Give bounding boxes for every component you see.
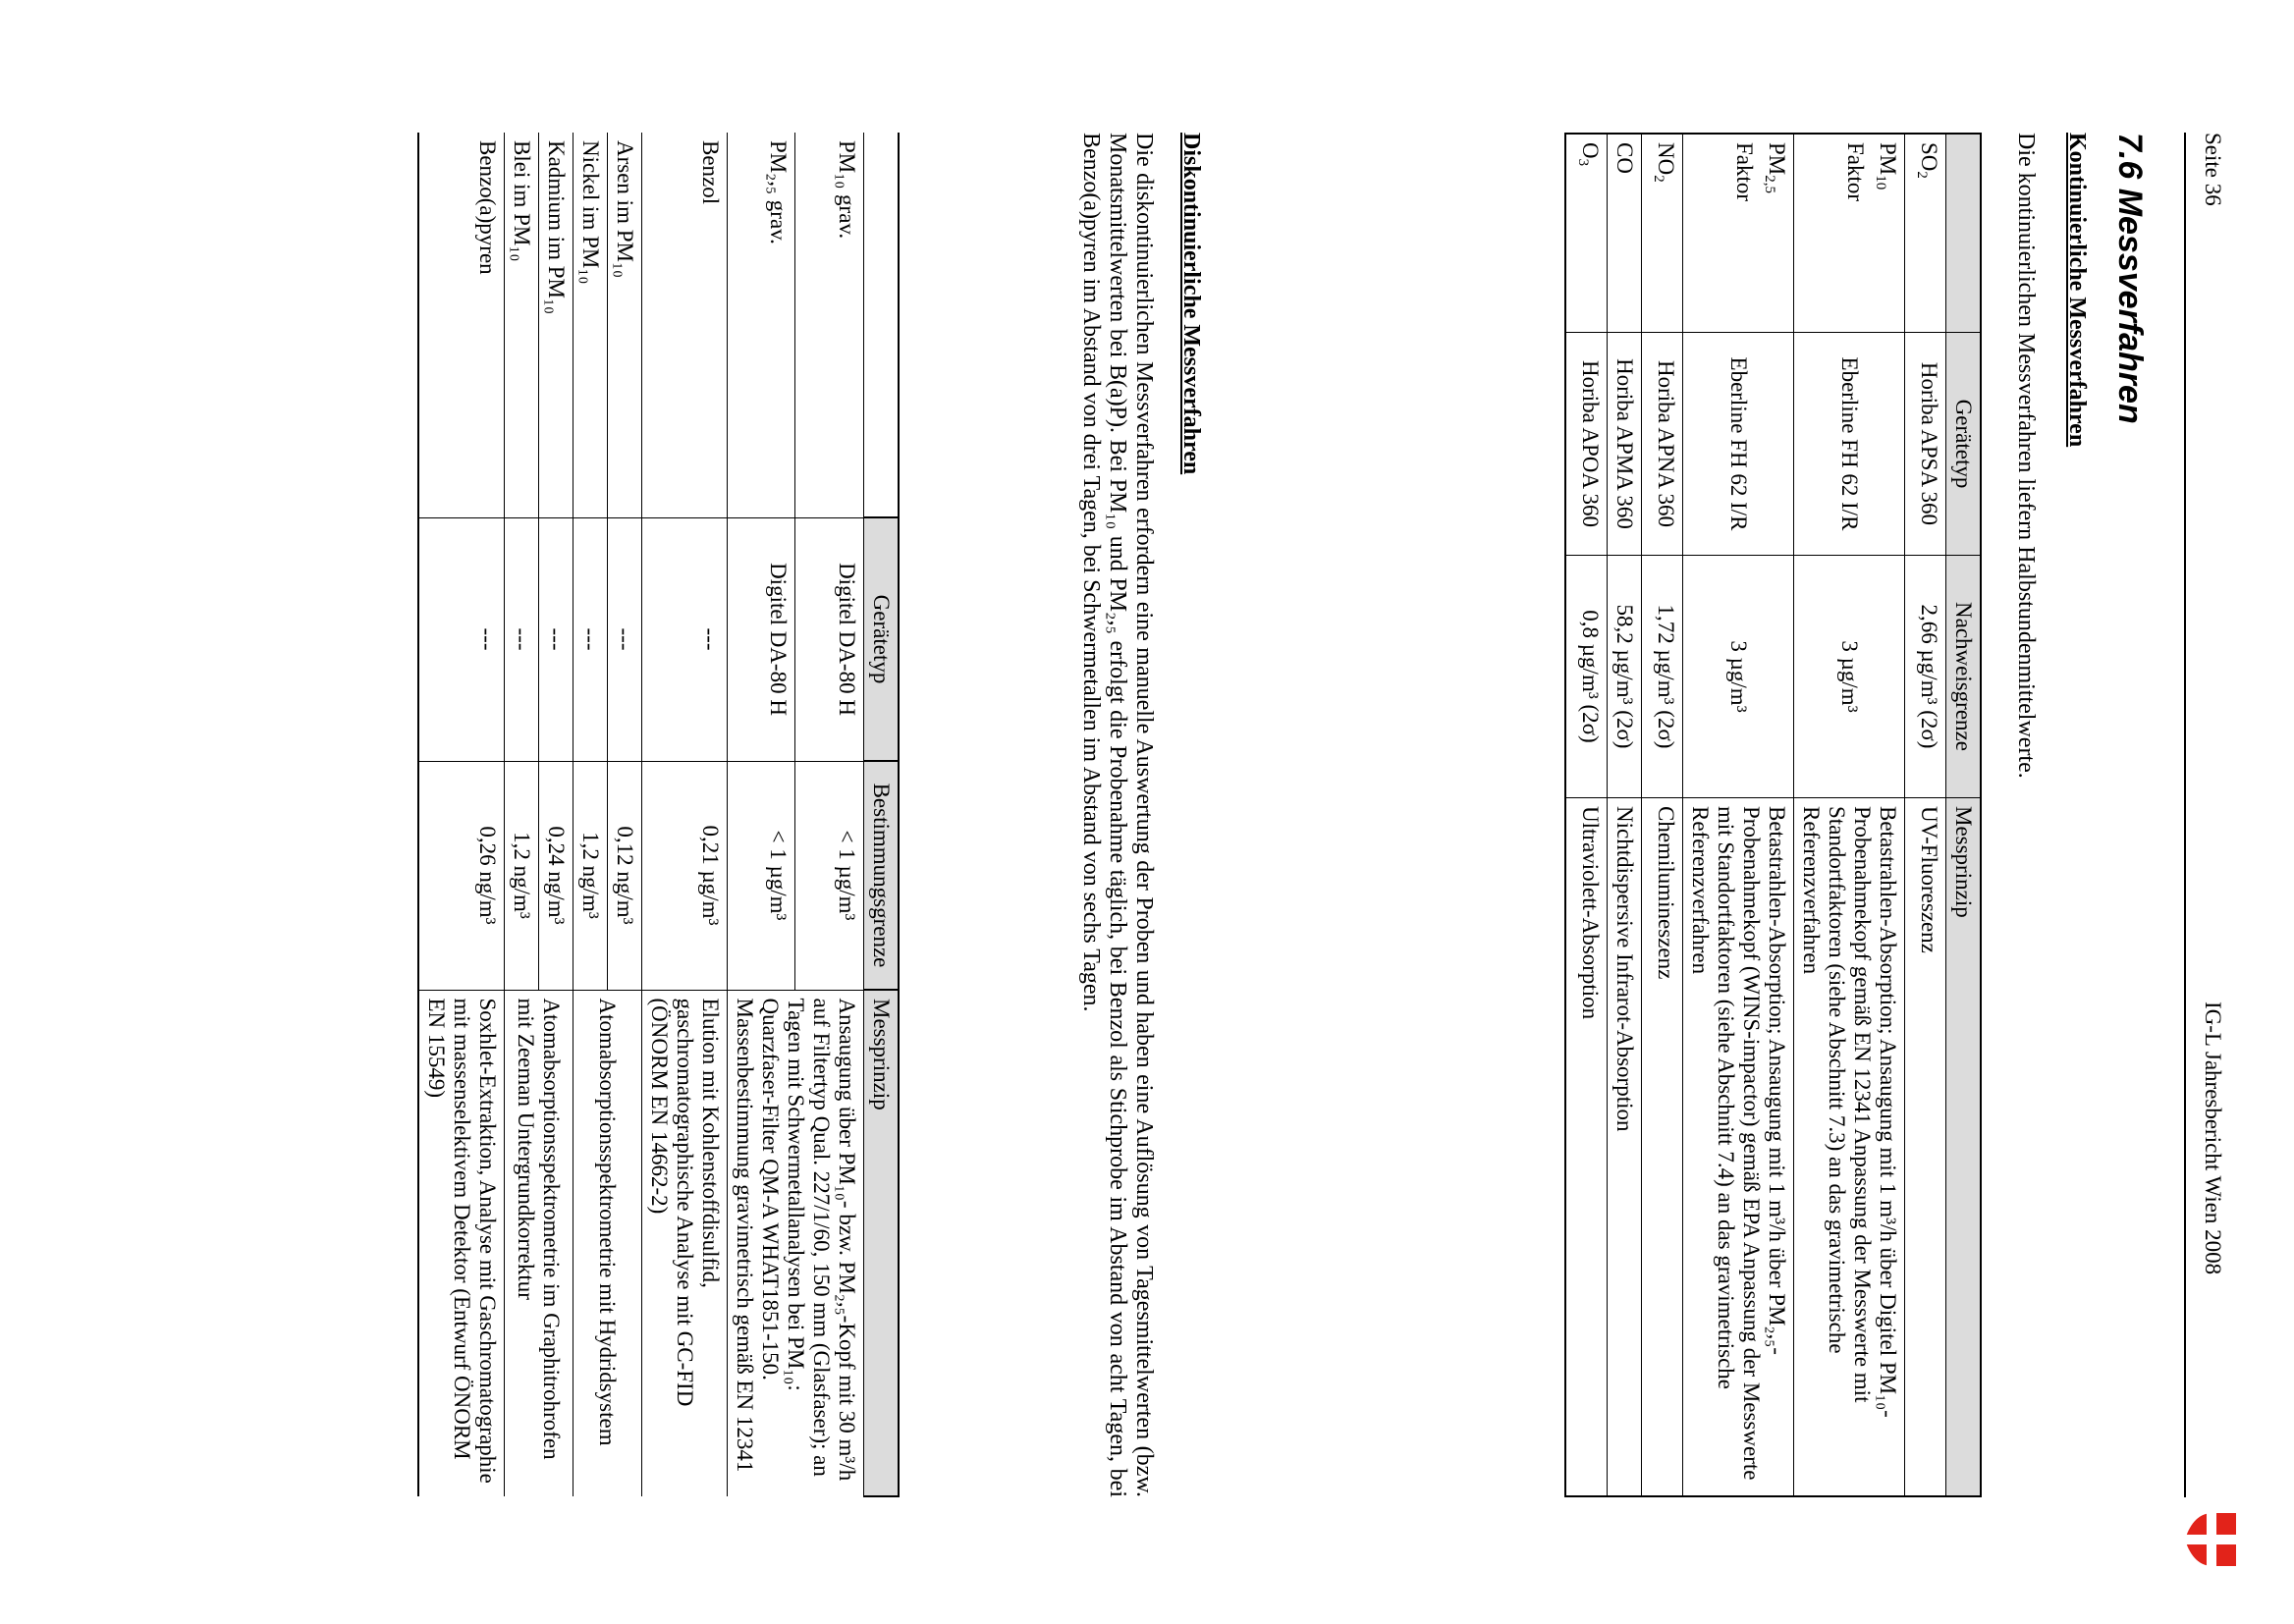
limit-cell: < 1 µg/m³ bbox=[728, 761, 796, 990]
device-cell: --- bbox=[574, 517, 608, 761]
column-header: Nachweisgrenze bbox=[1946, 556, 1982, 798]
continuous-heading: Kontinuierliche Messverfahren bbox=[2064, 133, 2090, 448]
component-cell: CO bbox=[1608, 134, 1642, 333]
component-cell: Blei im PM₁₀ bbox=[505, 133, 539, 517]
table-row bbox=[795, 133, 864, 1496]
discontinuous-table bbox=[417, 133, 900, 1497]
vienna-coat-of-arms-icon bbox=[2183, 1507, 2240, 1572]
limit-cell: < 1 µg/m³ bbox=[795, 761, 864, 990]
component-cell: $PM_{2,5}$ Faktor bbox=[1683, 134, 1794, 333]
discontinuous-paragraph: Die diskontinuierlichen Messverfahren erfordern eine manuelle Auswertung der Proben und haben eine Auflösung von Tagesmittelwerten (bzw. Monatsmittelwerten bei B(a)P). Bei PM₁₀ und PM₂,₅ erfolgt die Probenahme täglich, bei Benzol als Stichprobe im Abstand von acht Tagen, bei Benzo(a)pyren im Abstand von drei Tagen, bei Schwermetallen im Abstand von sechs Tagen. bbox=[1078, 133, 1157, 1497]
continuous-intro: Die kontinuierlichen Messverfahren liefern Halbstundenmittelwerte. bbox=[2013, 133, 2039, 779]
limit-cell: 0,26 ng/m³ bbox=[418, 761, 505, 990]
limit-cell: 2,66 µg/m³ (2σ) bbox=[1905, 556, 1946, 798]
column-header: Bestimmungsgrenze bbox=[864, 761, 900, 990]
principle-cell: UV-Fluoreszenz bbox=[1905, 798, 1946, 1497]
component-cell: $O_3$ bbox=[1565, 134, 1608, 333]
table-row bbox=[1565, 134, 1608, 1496]
principle-cell: Elution mit Kohlenstoffdisulfid, gaschromatographische Analyse mit GC-FID (ÖNORM EN 14662-2) bbox=[642, 990, 728, 1496]
limit-cell: 0,8 µg/m³ (2σ) bbox=[1565, 556, 1608, 798]
device-cell: --- bbox=[505, 517, 539, 761]
table-row bbox=[1905, 134, 1946, 1496]
continuous-table bbox=[1564, 133, 1982, 1497]
principle-cell: Atomabsorptionsspektrometrie mit Hydridsystem bbox=[574, 990, 642, 1496]
limit-cell: 1,72 µg/m³ (2σ) bbox=[1642, 556, 1683, 798]
limit-cell: 1,2 ng/m³ bbox=[505, 761, 539, 990]
section-title: 7.6 Messverfahren bbox=[2111, 133, 2149, 424]
table-row bbox=[1608, 134, 1642, 1496]
component-cell: Nickel im PM₁₀ bbox=[574, 133, 608, 517]
device-cell: Eberline FH 62 I/R bbox=[1683, 333, 1794, 556]
device-cell: --- bbox=[608, 517, 642, 761]
column-header bbox=[1946, 134, 1982, 333]
device-cell: Horiba APNA 360 bbox=[1642, 333, 1683, 556]
component-cell: PM₂,₅ grav. bbox=[728, 133, 796, 517]
component-cell: $NO_2$ bbox=[1642, 134, 1683, 333]
limit-cell: 58,2 µg/m³ (2σ) bbox=[1608, 556, 1642, 798]
principle-cell: Chemilumineszenz bbox=[1642, 798, 1683, 1497]
limit-cell: 3 µg/m³ bbox=[1794, 556, 1905, 798]
principle-cell: Ansaugung über PM₁₀- bzw. PM₂,₅-Kopf mit 30 m³/h auf Filtertyp Qual. 227/1/60, 150 mm (Glasfaser); an Tagen mit Schwermetallanalysen bei PM₁₀: Quarzfaser-Filter QM-A WHAT1851-150. Massenbestimmung gravimetrisch gemäß EN 12341 bbox=[728, 990, 864, 1496]
report-title: IG-L Jahresbericht Wien 2008 bbox=[2201, 1001, 2225, 1275]
limit-cell: 1,2 ng/m³ bbox=[574, 761, 608, 990]
device-cell: --- bbox=[418, 517, 505, 761]
header-rule bbox=[2184, 133, 2186, 1497]
principle-cell: Nichtdispersive Infrarot-Absorption bbox=[1608, 798, 1642, 1497]
principle-cell: Betastrahlen-Absorption; Ansaugung mit 1 m³/h über PM₂,₅-Probenahmekopf (WINS-impactor) gemäß EPA Anpassung der Messwerte mit Standortfaktoren (siehe Abschnitt 7.4) an das gravimetrische Referenzverfahren bbox=[1683, 798, 1794, 1497]
device-cell: Horiba APOA 360 bbox=[1565, 333, 1608, 556]
column-header bbox=[864, 133, 900, 517]
device-cell: Digitel DA-80 H bbox=[728, 517, 796, 761]
device-cell: Digitel DA-80 H bbox=[795, 517, 864, 761]
table-row bbox=[608, 133, 642, 1496]
column-header: Gerätetyp bbox=[864, 517, 900, 761]
component-cell: Benzo(a)pyren bbox=[418, 133, 505, 517]
table-row bbox=[1794, 134, 1905, 1496]
limit-cell: 0,12 ng/m³ bbox=[608, 761, 642, 990]
table-row bbox=[1683, 134, 1794, 1496]
column-header: Messprinzip bbox=[1946, 798, 1982, 1497]
device-cell: --- bbox=[642, 517, 728, 761]
limit-cell: 0,21 µg/m³ bbox=[642, 761, 728, 990]
component-cell: PM₁₀ grav. bbox=[795, 133, 864, 517]
component-cell: $SO_2$ bbox=[1905, 134, 1946, 333]
table-header-row bbox=[1946, 134, 1982, 1496]
component-cell: Arsen im PM₁₀ bbox=[608, 133, 642, 517]
principle-cell: Betastrahlen-Absorption; Ansaugung mit 1 m³/h über Digitel PM₁₀-Probenahmekopf gemäß EN 12341 Anpassung der Messwerte mit Standortfaktoren (siehe Abschnitt 7.3) an das gravimetrische Referenzverfahren bbox=[1794, 798, 1905, 1497]
principle-cell: Soxhlet-Extraktion, Analyse mit Gaschromatographie mit massenselektivem Detektor (Entwurf ÖNORM EN 15549) bbox=[418, 990, 505, 1496]
limit-cell: 0,24 ng/m³ bbox=[539, 761, 574, 990]
column-header: Gerätetyp bbox=[1946, 333, 1982, 556]
page-number: Seite 36 bbox=[2201, 133, 2225, 206]
device-cell: Horiba APMA 360 bbox=[1608, 333, 1642, 556]
discontinuous-heading: Diskontinuierliche Messverfahren bbox=[1178, 133, 1204, 475]
column-header: Messprinzip bbox=[864, 990, 900, 1496]
table-row bbox=[1642, 134, 1683, 1496]
principle-cell: Ultraviolett-Absorption bbox=[1565, 798, 1608, 1497]
table-header-row bbox=[864, 133, 900, 1496]
principle-cell: Atomabsorptionsspektrometrie im Graphitrohrofen mit Zeeman Untergrundkorrektur bbox=[505, 990, 574, 1496]
device-cell: Horiba APSA 360 bbox=[1905, 333, 1946, 556]
table-row bbox=[539, 133, 574, 1496]
device-cell: Eberline FH 62 I/R bbox=[1794, 333, 1905, 556]
device-cell: --- bbox=[539, 517, 574, 761]
component-cell: $PM_{10}$ Faktor bbox=[1794, 134, 1905, 333]
table-row bbox=[642, 133, 728, 1496]
limit-cell: 3 µg/m³ bbox=[1683, 556, 1794, 798]
component-cell: Kadmium im PM₁₀ bbox=[539, 133, 574, 517]
table-row bbox=[418, 133, 505, 1496]
component-cell: Benzol bbox=[642, 133, 728, 517]
